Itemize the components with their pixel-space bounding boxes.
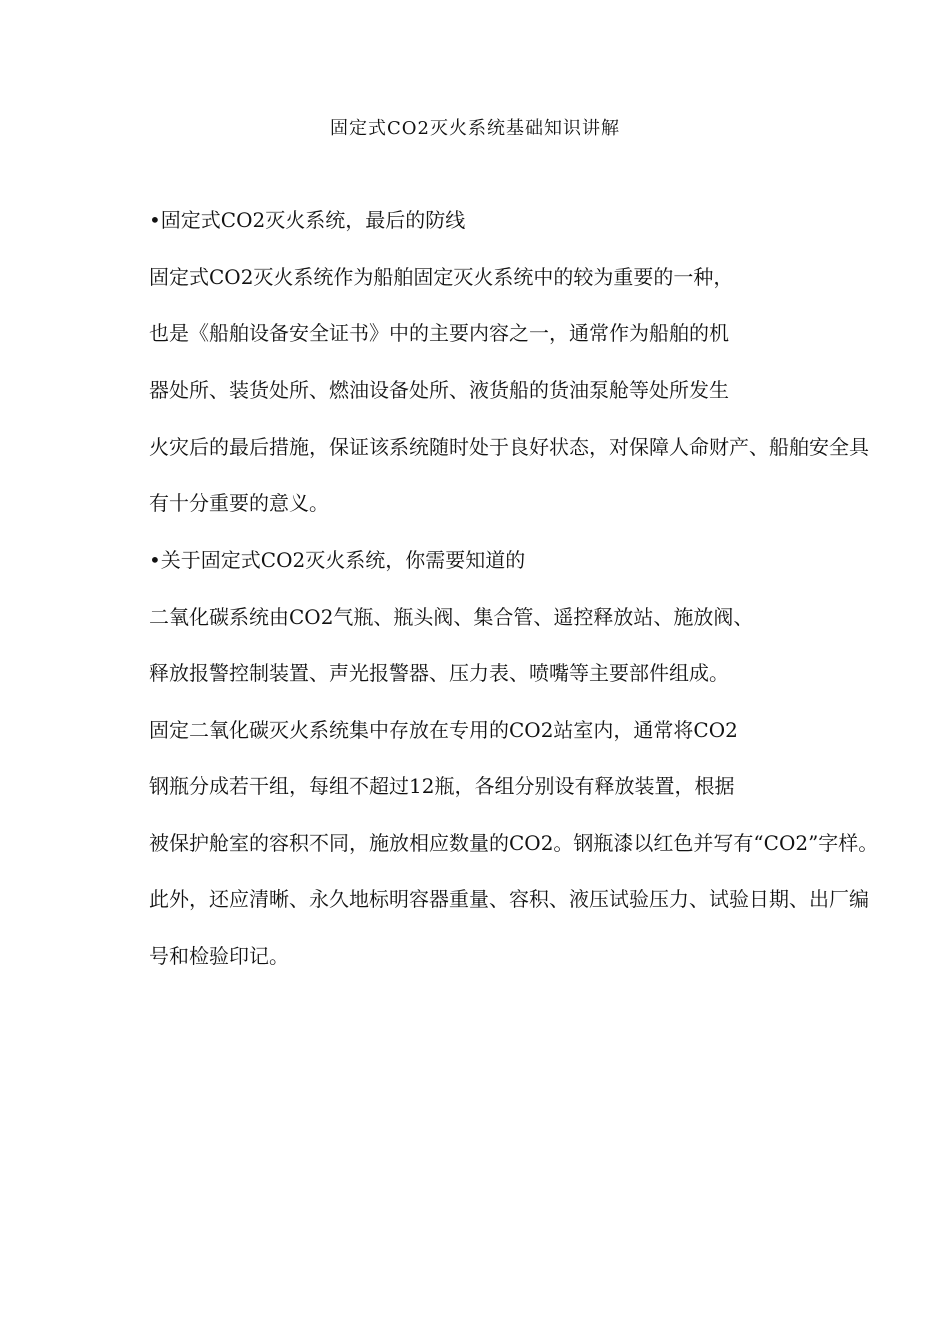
- paragraph-line: 固定式CO2灭火系统作为船舶固定灭火系统中的较为重要的一种，: [149, 265, 734, 289]
- paragraph-line: 器处所、装货处所、燃油设备处所、液货船的货油泵舱等处所发生: [149, 378, 729, 402]
- paragraph-line: 有十分重要的意义。: [149, 491, 329, 515]
- paragraph-line: 二氧化碳系统由CO2气瓶、瓶头阀、集合管、遥控释放站、施放阀、: [149, 605, 754, 629]
- section-heading: [149, 546, 525, 574]
- paragraph-line: 钢瓶分成若干组，每组不超过12瓶，各组分别设有释放装置，根据: [149, 774, 735, 798]
- page-title: 固定式CO2灭火系统基础知识讲解: [330, 118, 620, 139]
- paragraph-line: 被保护舱室的容积不同，施放相应数量的CO2。钢瓶漆以红色并写有“CO2”字样。: [149, 831, 879, 855]
- bullet-marker: •: [149, 548, 161, 572]
- paragraph-line: 也是《船舶设备安全证书》中的主要内容之一，通常作为船舶的机: [149, 321, 729, 345]
- paragraph-line: 火灾后的最后措施，保证该系统随时处于良好状态，对保障人命财产、船舶安全具: [149, 435, 869, 459]
- section-heading-text: 关于固定式CO2灭火系统，你需要知道的: [160, 548, 526, 572]
- paragraph-line: 号和检验印记。: [149, 944, 289, 968]
- paragraph-line: 固定二氧化碳灭火系统集中存放在专用的CO2站室内，通常将CO2: [149, 718, 738, 742]
- paragraph-line: 此外，还应清晰、永久地标明容器重量、容积、液压试验压力、试验日期、出厂编: [149, 887, 869, 911]
- section-heading: [149, 206, 465, 234]
- paragraph-line: 释放报警控制装置、声光报警器、压力表、喷嘴等主要部件组成。: [149, 661, 729, 685]
- bullet-marker: •: [149, 208, 161, 232]
- section-heading-text: 固定式CO2灭火系统，最后的防线: [160, 208, 466, 232]
